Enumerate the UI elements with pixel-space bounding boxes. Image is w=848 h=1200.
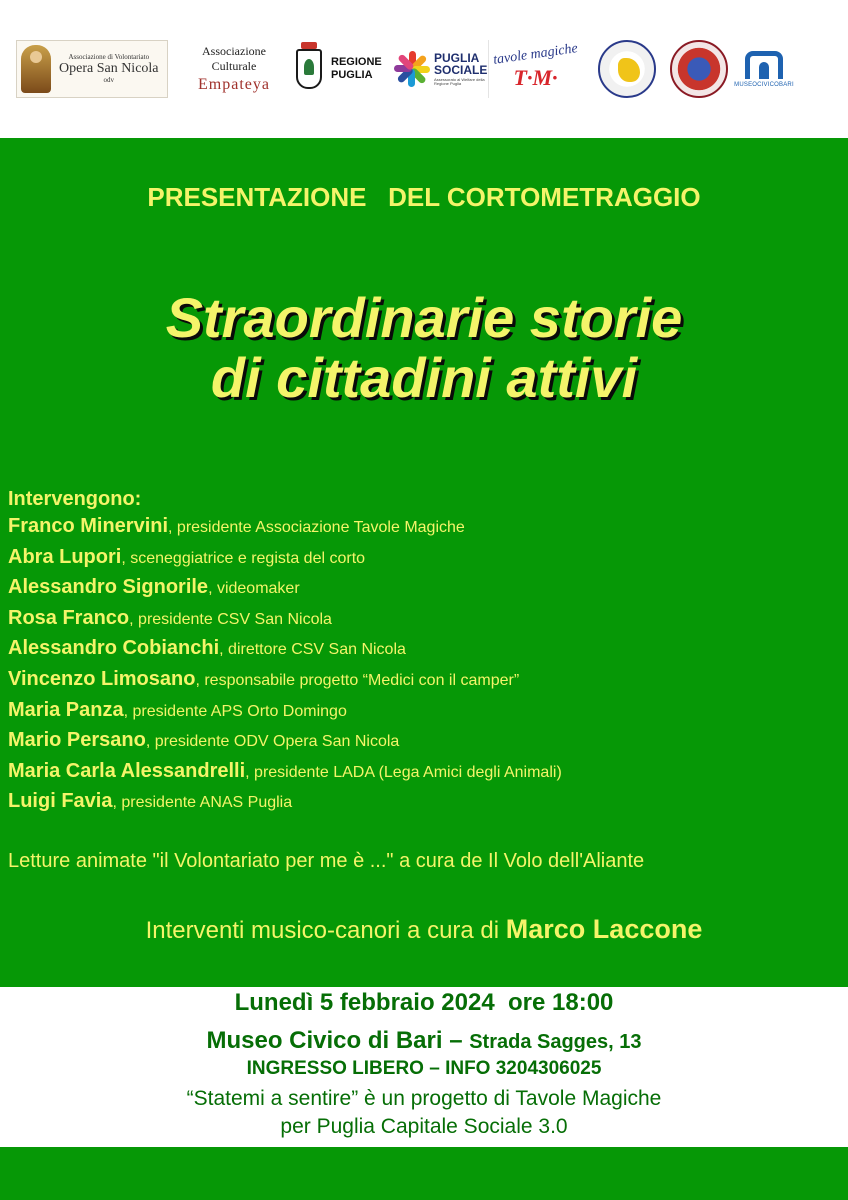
regione-logo-line1: REGIONE — [331, 55, 382, 68]
speaker-row — [8, 512, 838, 543]
speaker-role: , presidente Associazione Tavole Magiche — [168, 519, 465, 536]
speaker-row — [8, 604, 838, 635]
speaker-role: , presidente ANAS Puglia — [112, 794, 293, 812]
presentazione-heading: PRESENTAZIONE DEL CORTOMETRAGGIO — [147, 182, 701, 212]
regione-logo-line2: PUGLIA — [331, 69, 373, 81]
speaker-row — [8, 726, 838, 757]
speaker-row — [8, 696, 838, 727]
opera-san-nicola-logo — [16, 40, 168, 98]
sponsor-logo-strip — [0, 0, 848, 138]
venue-name: Museo Civico di Bari – — [206, 1027, 470, 1054]
tavole-magiche-line1: tavole magiche — [492, 41, 579, 68]
venue-street: Strada Sagges, 13 — [469, 1031, 642, 1053]
speaker-role: , responsabile progetto “Medici con il camper” — [195, 671, 520, 689]
speakers-section — [8, 486, 838, 818]
musica-line — [0, 914, 848, 945]
speaker-row — [8, 543, 838, 574]
tavole-magiche-line2: T·M· — [513, 65, 558, 90]
speaker-name: Abra Lupori — [8, 545, 122, 568]
saint-nicholas-icon — [21, 45, 51, 93]
universita-popolare-seal-icon — [598, 40, 656, 98]
speaker-role: , presidente APS Orto Domingo — [123, 702, 347, 720]
speaker-name: Maria Panza — [8, 698, 124, 721]
speaker-row — [8, 787, 838, 818]
puglia-sociale-line1: PUGLIA — [434, 51, 480, 65]
speaker-name: Luigi Favia — [8, 790, 113, 813]
event-date: Lunedì 5 febbraio 2024 ore 18:00 — [234, 989, 614, 1016]
speaker-role: , presidente ODV Opera San Nicola — [145, 733, 400, 751]
film-title — [0, 288, 848, 408]
speaker-role: , presidente LADA (Lega Amici degli Animali) — [245, 763, 562, 781]
project-line1: “Statemi a sentire” è un progetto di Tavole Magiche — [186, 1087, 662, 1110]
opera-logo-line3: odv — [103, 75, 115, 84]
musica-text: Interventi musico-canori a cura di — [145, 917, 506, 944]
puglia-sociale-line2: SOCIALE — [434, 63, 488, 77]
speaker-name: Mario Persano — [8, 729, 146, 752]
empateya-logo-line1: Associazione Culturale — [202, 44, 266, 73]
speaker-role: , videomaker — [208, 580, 300, 598]
speaker-row — [8, 573, 838, 604]
puglia-sociale-line3: Assessorato al Welfare della Regione Puglia — [434, 77, 485, 86]
anas-seal-icon — [670, 40, 728, 98]
main-green-panel — [0, 138, 848, 987]
event-info — [0, 987, 848, 1147]
speaker-role: , sceneggiatrice e regista del corto — [121, 549, 366, 567]
film-title-line2: di cittadini attivi — [210, 346, 638, 409]
tavole-magiche-logo — [488, 40, 582, 98]
speaker-name: Maria Carla Alessandrelli — [8, 759, 246, 782]
entry-info: INGRESSO LIBERO – INFO 3204306025 — [246, 1058, 602, 1079]
musica-performer: Marco Laccone — [505, 914, 703, 944]
letture-animate-line: Letture animate "il Volontariato per me è ..." a cura de Il Volo dell'Aliante — [8, 850, 645, 872]
speaker-name: Franco Minervini — [8, 515, 169, 537]
empateya-logo — [180, 40, 288, 98]
speaker-name: Vincenzo Limosano — [8, 667, 196, 690]
event-venue — [0, 1027, 848, 1055]
opera-logo-line2: Opera San Nicola — [59, 61, 159, 77]
speaker-name: Rosa Franco — [8, 606, 130, 629]
bottom-green-bar — [0, 1147, 848, 1200]
empateya-logo-line2: Empateya — [198, 76, 270, 93]
speakers-heading: Intervengono: — [8, 488, 142, 510]
puglia-sociale-logo — [394, 40, 488, 98]
speaker-row — [8, 665, 838, 696]
museo-civico-bari-logo — [734, 40, 794, 98]
regione-puglia-logo — [296, 40, 390, 98]
regione-shield-icon — [296, 49, 322, 89]
speaker-role: , direttore CSV San Nicola — [219, 641, 406, 659]
speaker-row — [8, 634, 838, 665]
opera-logo-line1: Associazione di Volontariato — [68, 52, 150, 61]
film-title-line1: Straordinarie storie — [165, 286, 683, 349]
museum-arch-icon — [745, 51, 783, 79]
project-line2: per Puglia Capitale Sociale 3.0 — [280, 1115, 568, 1138]
museo-logo-text: MUSEOCIVICOBARI — [734, 81, 794, 88]
speaker-row — [8, 757, 838, 788]
speaker-role: , presidente CSV San Nicola — [129, 610, 332, 628]
pinwheel-star-icon — [394, 51, 430, 87]
speaker-name: Alessandro Cobianchi — [8, 637, 220, 660]
speaker-name: Alessandro Signorile — [8, 576, 209, 599]
